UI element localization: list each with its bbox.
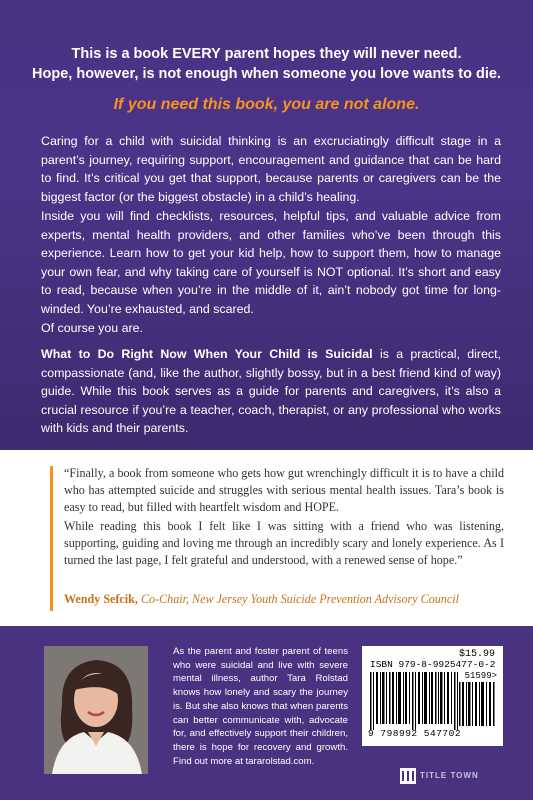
testimonial-quote-1: “Finally, a book from someone who gets how gut wrenchingly difficult it is to have a child who has attempted suicide and struggles with serious mental health issues. Tara’s book is easy to read, but filled with heartfelt wisdom and HOPE.: [64, 466, 504, 514]
price: $15.99: [458, 649, 495, 660]
description-paragraph-4-text: is a practical, direct, compassionate (and, like the author, slightly bossy, but in a best friend kind of way) guide. While this book serves as a guide for parents and caregivers, it’s also a crucial resource if you’re a teacher, coach, therapist, or any professional who works with kids and their parents.: [41, 347, 502, 436]
barcode-box: [362, 646, 503, 746]
barcode-digits: 9 798992 547702: [368, 728, 462, 739]
publisher-name: TITLE TOWN: [420, 771, 479, 780]
quote-accent-bar: [50, 466, 53, 611]
description-paragraph-1: Caring for a child with suicidal thinking is an excruciatingly difficult stage in a parent’s journey, requiring support, encouragement and guidance that can be hard to find. It’s critical you get that support, because parents or caregivers can be the biggest factor (or the biggest obstacle) in a child’s healing.: [41, 134, 501, 204]
description-paragraph-4: [41, 345, 501, 438]
testimonial-author: Wendy Sefcik,: [64, 592, 138, 606]
description-paragraph-3: Of course you are.: [41, 321, 143, 335]
author-portrait-icon: [44, 646, 148, 774]
tagline: If you need this book, you are not alone.: [113, 96, 420, 113]
headline: [20, 44, 513, 84]
testimonial-quote-2: While reading this book I felt like I was sitting with a friend who was listening, supporting, guiding and loving me through an incredibly scary and lonely experience. As I turned the last page, I felt grateful and understood, with a renewed sense of hope.”: [64, 519, 504, 567]
addon-barcode-icon: [459, 682, 495, 726]
headline-line-1: This is a book EVERY parent hopes they will never need.: [71, 46, 462, 62]
book-title-inline: What to Do Right Now When Your Child is Suicidal: [41, 347, 373, 361]
publisher-logo: [400, 768, 496, 784]
addon-code: 51599>: [464, 671, 497, 681]
barcode-icon: [370, 672, 460, 730]
author-photo: [44, 646, 148, 774]
isbn: ISBN 979-8-9925477-0-2: [370, 659, 496, 670]
author-bio: As the parent and foster parent of teens who were suicidal and live with severe mental illness, author Tara Rolstad knows how lonely and scary the journey is. But she also knows that when parents can better communicate with, advocate for, and effectively support their children, there is hope for recovery and growth. Find out more at tararolstad.com.: [173, 646, 348, 767]
publisher-icon: [400, 768, 416, 784]
testimonial-attribution: [64, 592, 504, 607]
description-paragraph-2: Inside you will find checklists, resources, helpful tips, and valuable advice from experts, mental health providers, and other families who’ve been through this experience. Learn how to get your kid help, how to support them, how to manage your own fear, and why taking care of yourself is NOT optional. It’s short and easy to read, because when you’re in the middle of it, ain’t nobody got time for long-winded. You’re exhausted, and scared.: [41, 209, 501, 316]
testimonial-role: Co-Chair, New Jersey Youth Suicide Prevention Advisory Council: [140, 592, 459, 606]
headline-line-2: Hope, however, is not enough when someone you love wants to die.: [32, 66, 501, 82]
